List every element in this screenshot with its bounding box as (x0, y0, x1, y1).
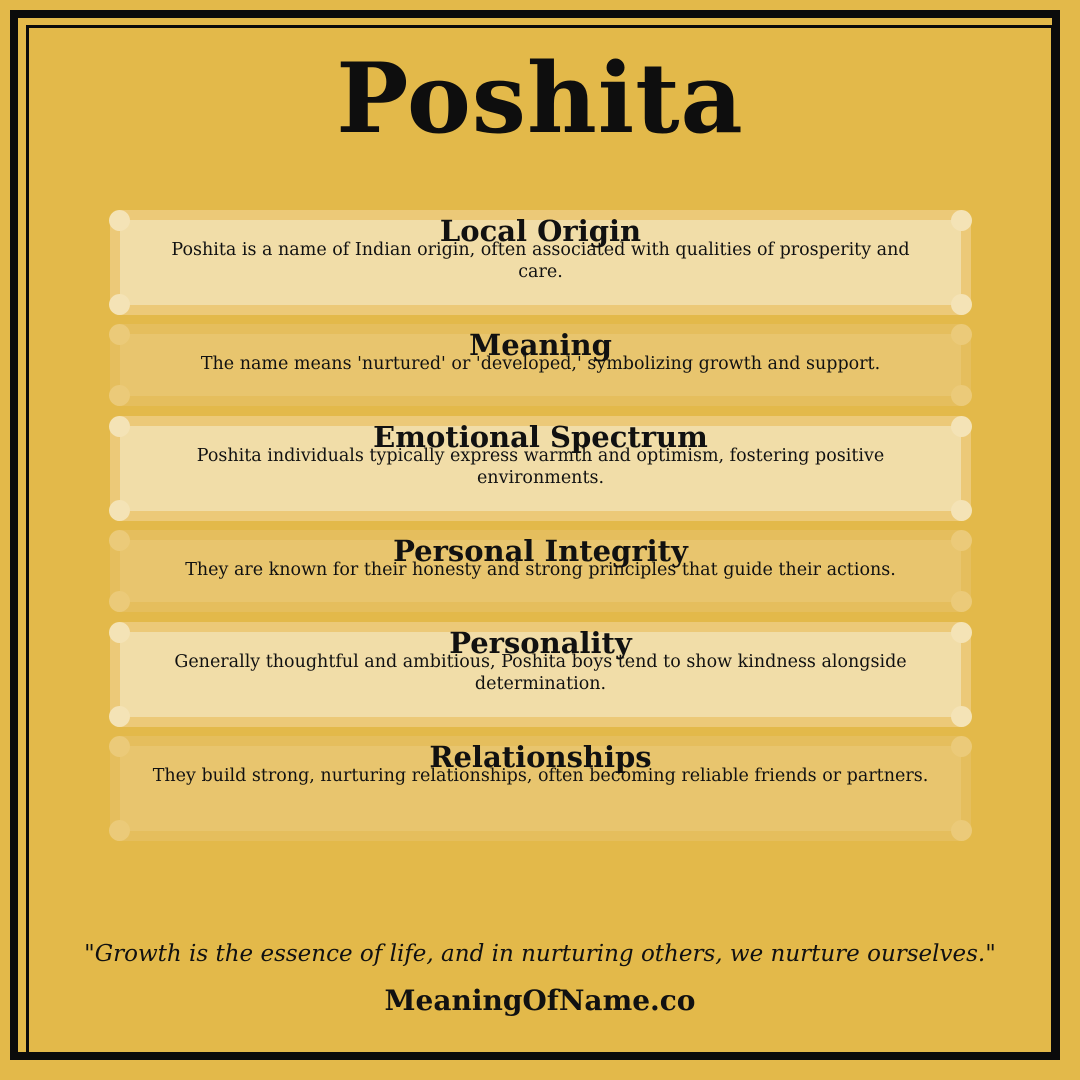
card-heading: Emotional Spectrum (373, 420, 708, 454)
card-text: Poshita is a name of Indian origin, often associated with qualities of prosperity and care. (171, 240, 910, 282)
card-text: The name means 'nurtured' or 'developed,' symbolizing growth and support. (200, 354, 881, 374)
corner-ornament (109, 820, 130, 841)
site-name: MeaningOfName.co (384, 984, 696, 1017)
card-relationships (110, 736, 971, 841)
corner-ornament (109, 294, 130, 315)
corner-ornament (951, 385, 972, 406)
corner-ornament (109, 591, 130, 612)
card-heading: Personality (449, 626, 632, 660)
card-text: They build strong, nurturing relationships, often becoming reliable friends or partners. (152, 766, 929, 786)
corner-ornament (109, 385, 130, 406)
corner-ornament (951, 591, 972, 612)
card-local-origin (110, 210, 971, 315)
corner-ornament (951, 500, 972, 521)
card-heading: Relationships (429, 740, 652, 774)
card-heading: Personal Integrity (393, 534, 688, 568)
card-heading: Meaning (469, 328, 612, 362)
corner-ornament (109, 706, 130, 727)
card-meaning (110, 324, 971, 406)
card-text: Generally thoughtful and ambitious, Poshita boys tend to show kindness alongside determination. (174, 652, 907, 694)
card-heading: Local Origin (439, 214, 642, 248)
quote: "Growth is the essence of life, and in nurturing others, we nurture ourselves." (84, 941, 996, 967)
page-title: Poshita (336, 42, 744, 155)
corner-ornament (951, 820, 972, 841)
card-personality (110, 622, 971, 727)
card-text: Poshita individuals typically express warmth and optimism, fostering positive environments. (196, 446, 885, 488)
corner-ornament (951, 706, 972, 727)
card-personal-integrity (110, 530, 971, 612)
card-emotional-spectrum (110, 416, 971, 521)
corner-ornament (109, 500, 130, 521)
card-text: They are known for their honesty and strong principles that guide their actions. (185, 560, 896, 580)
corner-ornament (951, 294, 972, 315)
